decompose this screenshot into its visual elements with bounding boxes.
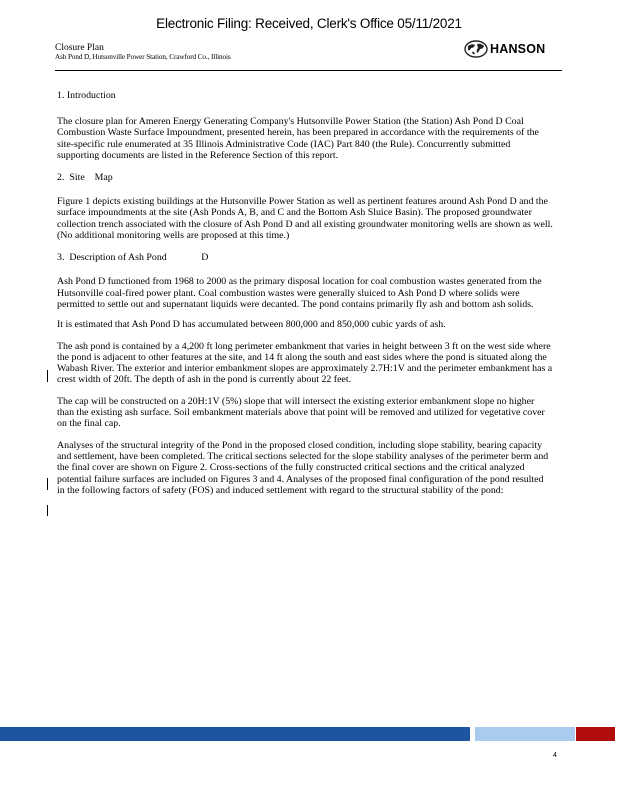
footer-bar-blue <box>0 727 470 741</box>
paragraph: Ash Pond D functioned from 1968 to 2000 as the primary disposal location for coal combustion wastes generated from the Hutsonville coal-fired power plant. Coal combustion wastes were generally sluiced to Ash Pond D where solids were permitted to settle out and supernatant liquids were decanted. The pond contains primarily fly ash and bottom ash solids. <box>57 276 542 310</box>
header-subtitle: Ash Pond D, Hutsonville Power Station, Crawford Co., Illinois <box>55 53 231 61</box>
header-rule <box>55 70 562 71</box>
filing-stamp: Electronic Filing: Received, Clerk's Office 05/11/2021 <box>156 16 462 31</box>
page-number: 4 <box>553 752 557 759</box>
section-heading: 1. Introduction <box>57 90 116 101</box>
section-introduction <box>57 90 553 161</box>
paragraph: The cap will be constructed on a 20H:1V (5%) slope that will intersect the existing exterior embankment slope no higher than the existing ash surface. Soil embankment materials above that point will be removed and utilized for vegetative cover on the final cap. <box>57 395 545 430</box>
paragraph: Figure 1 depicts existing buildings at the Hutsonville Power Station as well as pertinent features around Ash Pond D and the surface impoundments at the site (Ash Ponds A, B, and C and the Bottom Ash Sluice Basin). The proposed groundwater collection trench associated with the closure of Ash Pond D and all existing groundwater monitoring wells are shown as well. (No additional monitoring wells are proposed at this time.) <box>57 196 553 242</box>
paragraph: The ash pond is contained by a 4,200 ft long perimeter embankment that varies in height between 3 ft on the west side where the pond is adjacent to other features at the site, and 14 ft along the south and east sides where the pond is situated along the Wabash River. The exterior and interior embankment slopes are approximately 2.7H:1V and the perimeter embankment has a crest width of 20ft. The depth of ash in the pond is currently about 22 feet. <box>57 340 553 386</box>
hanson-logo <box>464 40 545 58</box>
section-description <box>57 252 553 496</box>
document-body <box>57 90 553 496</box>
globe-icon <box>464 40 488 58</box>
logo-text: HANSON <box>490 42 546 56</box>
footer-bar-red <box>576 727 615 741</box>
header-title: Closure Plan <box>55 43 104 53</box>
paragraph: The closure plan for Ameren Energy Generating Company's Hutsonville Power Station (the Station) Ash Pond D Coal Combustion Waste Surface Impoundment, presented herein, has been prepared in accordance with the requirements of the site-specific rule enumerated at 35 Illinois Administrative Code (IAC) Part 840 (the Rule). Concurrently submitted supporting documents are listed in the Reference Section of this report. <box>57 116 539 161</box>
section-heading: 3. Description of Ash Pond D <box>57 252 209 264</box>
footer-bar-light-blue <box>475 727 575 741</box>
section-site-map <box>57 172 553 241</box>
paragraph: Analyses of the structural integrity of the Pond in the proposed closed condition, including slope stability, bearing capacity and settlement, have been completed. The critical sections selected for the slope stability analyses of the perimeter berm and the final cover are shown on Figure 2. Cross-sections of the fully constructed critical sections and the critical analyzed potential failure surfaces are included on Figures 3 and 4. Analyses of the proposed final configuration of the pond resulted in the following factors of safety (FOS) and induced settlement with regard to the structural stability of the pond: <box>57 439 549 496</box>
change-bar <box>47 505 48 516</box>
change-bar <box>47 370 48 382</box>
section-heading: 2. Site Map <box>57 172 113 184</box>
paragraph: It is estimated that Ash Pond D has accumulated between 800,000 and 850,000 cubic yards of ash. <box>57 319 446 331</box>
change-bar <box>47 478 48 490</box>
